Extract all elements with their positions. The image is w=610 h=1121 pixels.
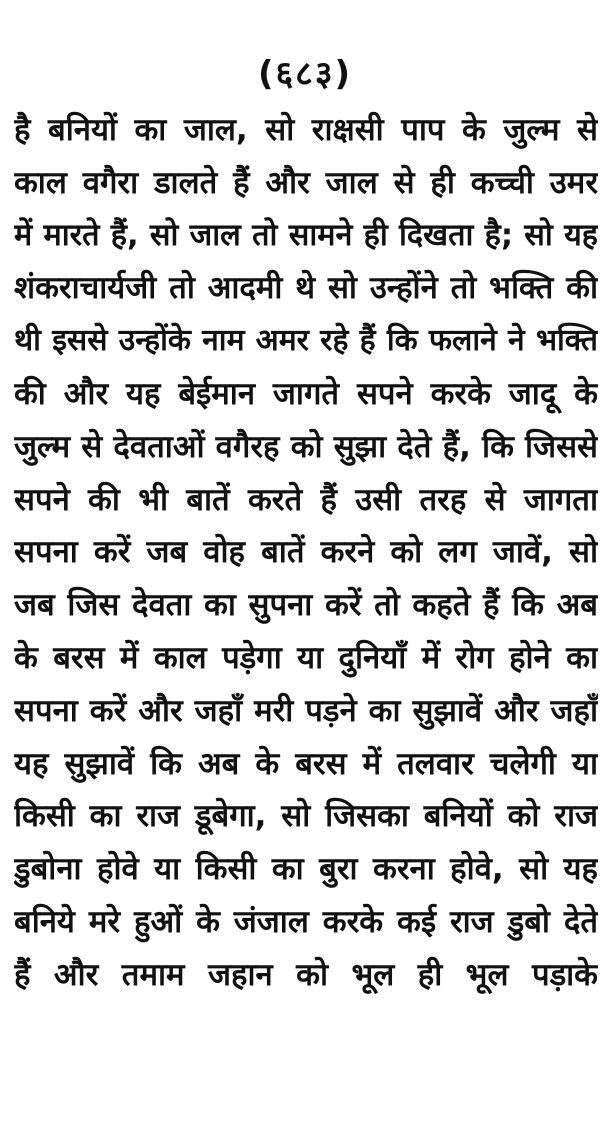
text-line: जब जिस देवता का सुपना करें तो कहते हैं कि अब xyxy=(14,587,598,624)
text-line: काल वगैरा डालते हैं और जाल से ही कच्ची उमर xyxy=(14,164,598,201)
text-line: थी इससे उन्होंके नाम अमर रहे हैं कि फलाने ने भक्ति xyxy=(14,323,598,359)
text-line: सपना करें जब वोह बातें करने को लग जावें, सो xyxy=(14,534,598,571)
text-line: यह सुझावें कि अब के बरस में तलवार चलेगी या xyxy=(14,745,598,782)
text-line: सपना करें और जहाँ मरी पड़ने का सुझावें और जहाँ xyxy=(14,692,598,729)
text-line: बनिये मरे हुओं के जंजाल करके कई राज डुबो देते xyxy=(14,903,598,940)
text-line: सपने की भी बातें करते हैं उसी तरह से जागता xyxy=(14,481,598,518)
text-line: जुल्म से देवताओं वगैरह को सुझा देते हैं, कि जिससे xyxy=(14,428,598,465)
text-line: किसी का राज डूबेगा, सो जिसका बनियों को राज xyxy=(14,798,598,835)
text-line: में मारते हैं, सो जाल तो सामने ही दिखता है; सो यह xyxy=(14,217,598,253)
body-text xyxy=(14,104,598,1002)
text-line: है बनियों का जाल, सो राक्षसी पाप के जुल्म से xyxy=(14,112,598,148)
text-line: के बरस में काल पड़ेगा या दुनियाँ में रोग होने का xyxy=(14,639,598,676)
text-line: हैं और तमाम जहान को भूल ही भूल पड़ाके xyxy=(14,956,598,993)
text-line: की और यह बेईमान जागते सपने करके जादू के xyxy=(14,375,598,412)
text-line: डुबोना होवे या किसी का बुरा करना होवे, सो यह xyxy=(14,851,598,888)
page-number: (६८३) xyxy=(257,54,353,94)
text-line: शंकराचार्यजी तो आदमी थे सो उन्होंने तो भक्ति की xyxy=(14,270,598,307)
